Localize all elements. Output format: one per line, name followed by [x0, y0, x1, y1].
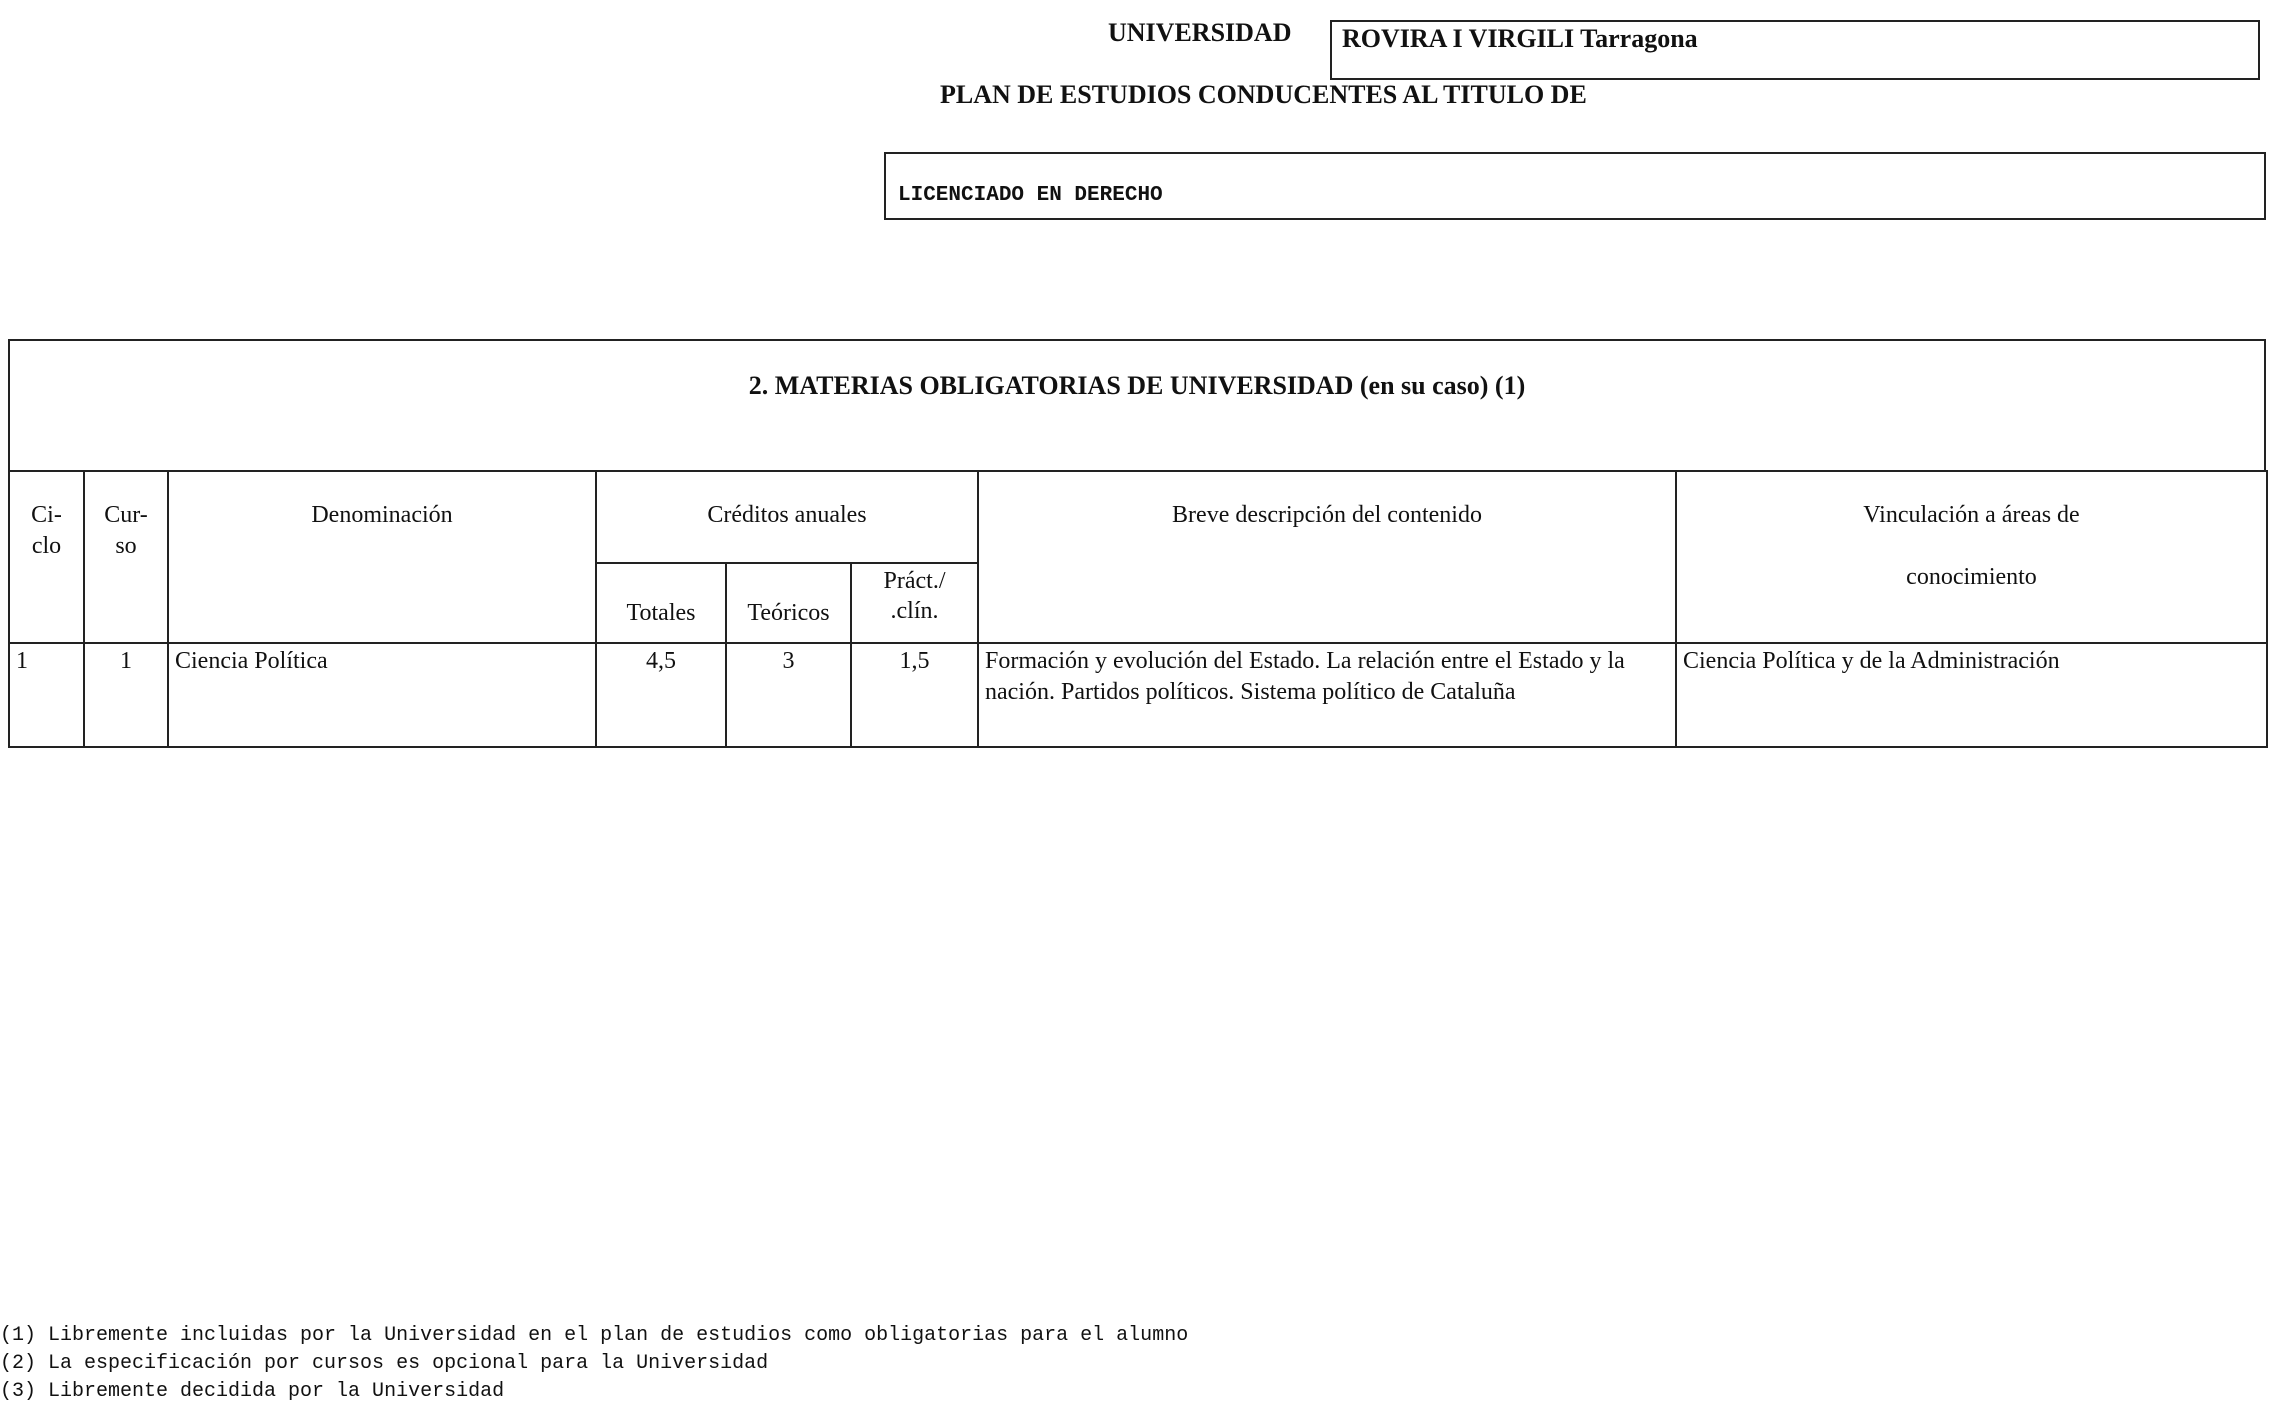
footnote-2: (2) La especificación por cursos es opcional para la Universidad [0, 1352, 769, 1375]
footnote-1: (1) Libremente incluidas por la Universidad en el plan de estudios como obligatorias para el alumno [0, 1324, 1189, 1347]
plan-title: PLAN DE ESTUDIOS CONDUCENTES AL TITULO DE [940, 80, 1587, 109]
degree-name: LICENCIADO EN DERECHO [898, 184, 1163, 207]
footnote-3: (3) Libremente decidida por la Universidad [0, 1380, 505, 1403]
subjects-table [8, 470, 2268, 748]
table-row [9, 643, 2267, 747]
cell-descripcion: Formación y evolución del Estado. La relación entre el Estado y la nación. Partidos políticos. Sistema político de Cataluña [978, 643, 1676, 747]
cell-denominacion: Ciencia Política [168, 643, 596, 747]
cell-ciclo: 1 [9, 643, 84, 747]
header-denominacion: Denominación [168, 471, 596, 643]
header-curso: Cur- so [84, 471, 168, 643]
cell-vinculacion: Ciencia Política y de la Administración [1676, 643, 2267, 747]
header-creditos-anuales: Créditos anuales [596, 471, 978, 563]
header-totales: Totales [596, 563, 726, 643]
header-descripcion: Breve descripción del contenido [978, 471, 1676, 643]
cell-teoricos: 3 [726, 643, 851, 747]
section-header-box [8, 339, 2266, 472]
section-title: 2. MATERIAS OBLIGATORIAS DE UNIVERSIDAD (en su caso) (1) [748, 371, 1526, 400]
header-ciclo: Ci- clo [9, 471, 84, 643]
cell-totales: 4,5 [596, 643, 726, 747]
degree-box [884, 152, 2266, 220]
cell-practicos: 1,5 [851, 643, 978, 747]
header-practicos: Práct./ .clín. [851, 563, 978, 643]
university-name-box [1330, 20, 2260, 80]
header-vinculacion: Vinculación a áreas de conocimiento [1676, 471, 2267, 643]
footnotes [0, 1322, 1188, 1406]
header-teoricos: Teóricos [726, 563, 851, 643]
cell-curso: 1 [84, 643, 168, 747]
university-label: UNIVERSIDAD [1108, 18, 1292, 47]
university-name: ROVIRA I VIRGILI Tarragona [1342, 24, 1698, 53]
